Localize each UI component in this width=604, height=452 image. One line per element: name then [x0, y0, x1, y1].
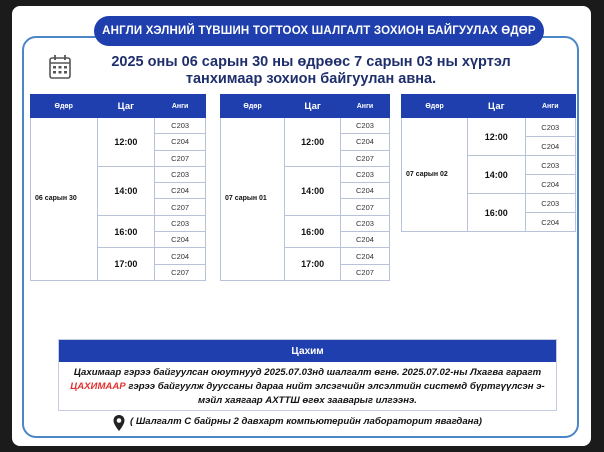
header-room: Анги — [155, 95, 206, 118]
exam-room: С204 — [340, 183, 389, 199]
exam-room: С207 — [340, 199, 389, 215]
exam-day: 06 сарын 30 — [31, 118, 98, 281]
exam-room: С203 — [340, 118, 389, 134]
exam-room: С204 — [525, 137, 575, 156]
exam-room: С204 — [525, 175, 575, 194]
exam-time: 14:00 — [97, 166, 155, 215]
title-banner: АНГЛИ ХЭЛНИЙ ТҮВШИН ТОГТООХ ШАЛГАЛТ ЗОХИОН БАЙГУУЛАХ ӨДӨР — [94, 16, 544, 46]
exam-room: С203 — [340, 215, 389, 231]
calendar-icon — [48, 54, 72, 80]
exam-room: С204 — [340, 232, 389, 248]
exam-room: С204 — [340, 248, 389, 264]
online-highlight: ЦАХИМААР — [70, 381, 126, 392]
exam-room: С207 — [340, 264, 389, 280]
schedule-headline: 2025 оны 06 сарын 30 ны өдрөөс 7 сарын 03 ны хүртэл танхимаар зохион байгуулан авна. — [111, 54, 511, 87]
exam-room: С203 — [340, 166, 389, 182]
exam-time: 14:00 — [468, 156, 525, 194]
table-row — [31, 118, 206, 134]
exam-room: С204 — [155, 232, 206, 248]
schedule-table-3 — [401, 94, 576, 232]
schedule-table-1 — [30, 94, 206, 281]
header-time: Цаг — [97, 95, 155, 118]
exam-room: С204 — [155, 183, 206, 199]
online-section — [58, 339, 557, 411]
exam-time: 16:00 — [285, 215, 341, 248]
exam-room: С207 — [155, 199, 206, 215]
exam-room: С203 — [525, 194, 575, 213]
header-room: Анги — [525, 95, 575, 118]
exam-location-note: ( Шалгалт С байрны 2 давхарт компьютерийн лабораторит явагдана) — [130, 416, 482, 427]
online-text-part-2: гэрээ байгуулж дууссаны дараа нийт элсэгчийн элсэлтийн системд бүртгүүлсэн э-мэйл хаягаар АХТТШ өгөх зааварыг илгээнэ. — [125, 381, 545, 406]
header-room: Анги — [340, 95, 389, 118]
schedule-table-2 — [220, 94, 390, 281]
exam-room: С203 — [155, 215, 206, 231]
online-text-part-1: Цахимаар гэрээ байгуулсан оюутнууд 2025.07.03нд шалгалт өгнө. 2025.07.02-ны Лхагва гарагт — [73, 367, 542, 378]
location-pin-icon — [112, 414, 126, 432]
exam-time: 17:00 — [285, 248, 341, 281]
exam-room: С203 — [525, 118, 575, 137]
header-day: Өдөр — [402, 95, 468, 118]
exam-day: 07 сарын 01 — [221, 118, 285, 281]
exam-room: С204 — [155, 248, 206, 264]
exam-time: 16:00 — [468, 194, 525, 232]
exam-time: 12:00 — [97, 118, 155, 167]
exam-room: С204 — [525, 213, 575, 232]
exam-room: С204 — [340, 134, 389, 150]
online-section-text — [59, 362, 556, 408]
exam-time: 16:00 — [97, 215, 155, 248]
exam-room: С204 — [155, 134, 206, 150]
exam-time: 12:00 — [468, 118, 525, 156]
exam-room: С207 — [155, 150, 206, 166]
header-day: Өдөр — [31, 95, 98, 118]
header-time: Цаг — [285, 95, 341, 118]
exam-room: С207 — [340, 150, 389, 166]
exam-room: С203 — [155, 118, 206, 134]
poster — [12, 6, 591, 446]
header-day: Өдөр — [221, 95, 285, 118]
exam-time: 14:00 — [285, 166, 341, 215]
exam-time: 12:00 — [285, 118, 341, 167]
table-row — [221, 118, 390, 134]
exam-day: 07 сарын 02 — [402, 118, 468, 232]
exam-time: 17:00 — [97, 248, 155, 281]
header-time: Цаг — [468, 95, 525, 118]
exam-room: С207 — [155, 264, 206, 280]
online-section-title: Цахим — [59, 340, 556, 362]
exam-room: С203 — [525, 156, 575, 175]
exam-room: С203 — [155, 166, 206, 182]
table-row — [402, 118, 576, 137]
